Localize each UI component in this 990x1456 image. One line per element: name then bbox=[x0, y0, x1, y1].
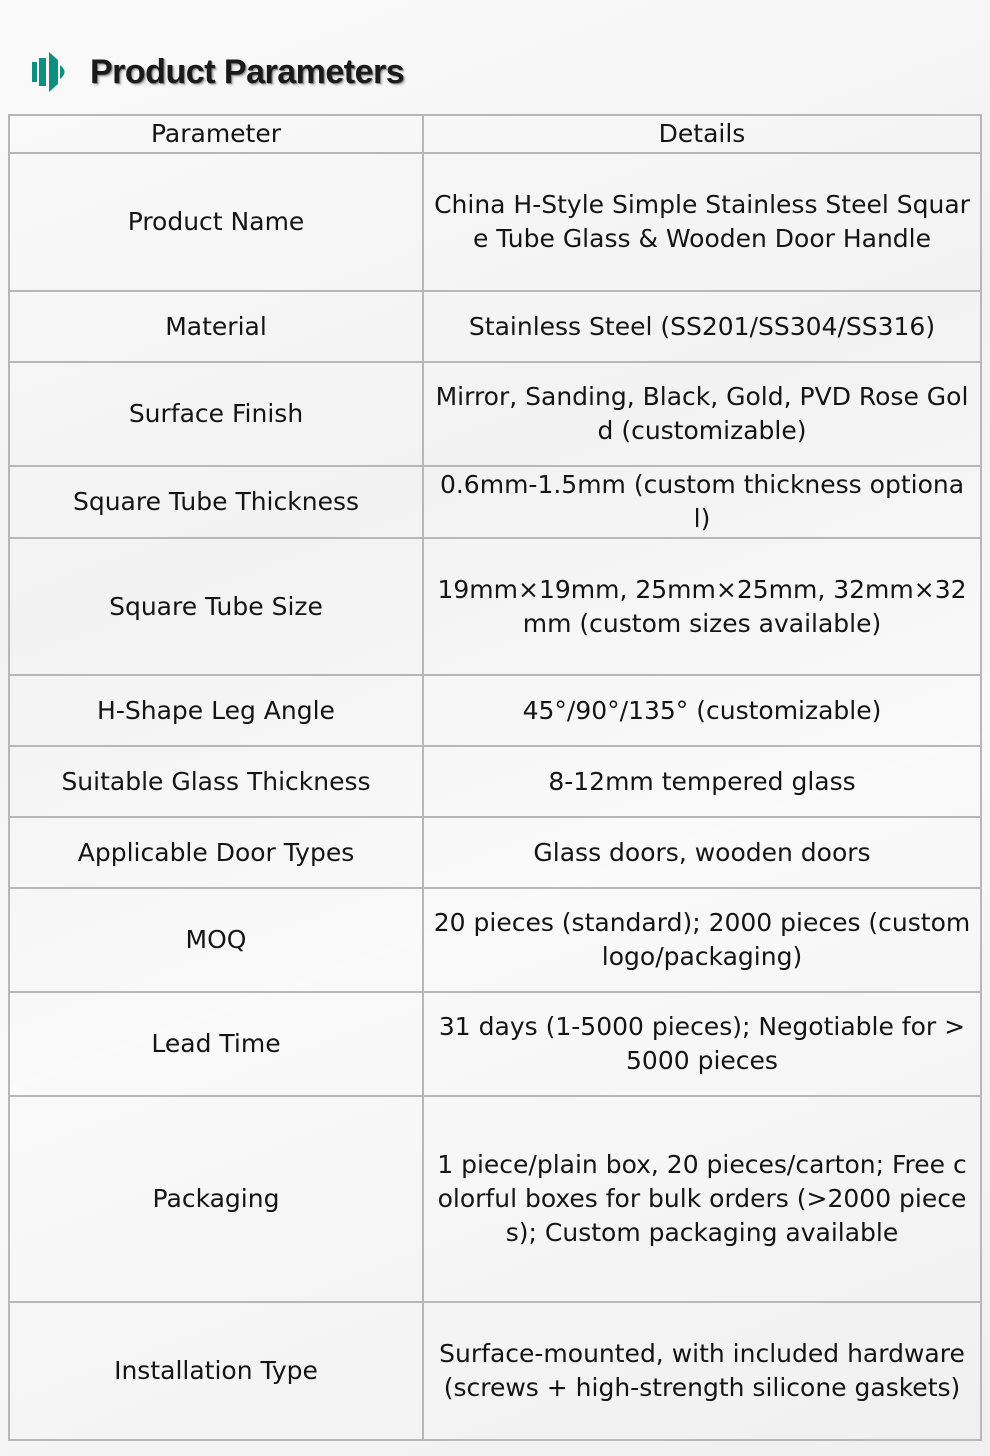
details-cell: China H-Style Simple Stainless Steel Square Tube Glass & Wooden Door Handle bbox=[423, 153, 981, 291]
table-row bbox=[9, 746, 981, 817]
parameters-table bbox=[8, 114, 982, 1441]
table-row bbox=[9, 153, 981, 291]
parameter-cell: H-Shape Leg Angle bbox=[9, 675, 423, 746]
table-row bbox=[9, 817, 981, 888]
speaker-bars-icon bbox=[32, 50, 72, 94]
details-cell: 45°/90°/135° (customizable) bbox=[423, 675, 981, 746]
details-cell: Glass doors, wooden doors bbox=[423, 817, 981, 888]
parameter-cell: Product Name bbox=[9, 153, 423, 291]
table-row bbox=[9, 291, 981, 362]
column-header-parameter: Parameter bbox=[9, 115, 423, 153]
parameter-cell: Suitable Glass Thickness bbox=[9, 746, 423, 817]
parameter-cell: Lead Time bbox=[9, 992, 423, 1096]
table-row bbox=[9, 888, 981, 992]
table-row bbox=[9, 538, 981, 675]
parameter-cell: Applicable Door Types bbox=[9, 817, 423, 888]
details-cell: Surface-mounted, with included hardware (screws + high-strength silicone gaskets) bbox=[423, 1302, 981, 1440]
parameter-cell: Packaging bbox=[9, 1096, 423, 1302]
details-cell: 1 piece/plain box, 20 pieces/carton; Free colorful boxes for bulk orders (>2000 pieces); Custom packaging available bbox=[423, 1096, 981, 1302]
table-row bbox=[9, 1096, 981, 1302]
column-header-details: Details bbox=[423, 115, 981, 153]
table-row bbox=[9, 1302, 981, 1440]
table-row bbox=[9, 362, 981, 466]
table-row bbox=[9, 675, 981, 746]
parameter-cell: Square Tube Size bbox=[9, 538, 423, 675]
details-cell: Mirror, Sanding, Black, Gold, PVD Rose Gold (customizable) bbox=[423, 362, 981, 466]
table-row bbox=[9, 466, 981, 538]
details-cell: 31 days (1-5000 pieces); Negotiable for >5000 pieces bbox=[423, 992, 981, 1096]
details-cell: 0.6mm-1.5mm (custom thickness optional) bbox=[423, 466, 981, 538]
table-row bbox=[9, 992, 981, 1096]
details-cell: 20 pieces (standard); 2000 pieces (custom logo/packaging) bbox=[423, 888, 981, 992]
page-title: Product Parameters bbox=[90, 52, 405, 91]
parameter-cell: MOQ bbox=[9, 888, 423, 992]
parameter-cell: Installation Type bbox=[9, 1302, 423, 1440]
section-header bbox=[32, 48, 404, 96]
details-cell: 8-12mm tempered glass bbox=[423, 746, 981, 817]
table-header-row bbox=[9, 115, 981, 153]
parameter-cell: Square Tube Thickness bbox=[9, 466, 423, 538]
parameter-cell: Surface Finish bbox=[9, 362, 423, 466]
details-cell: 19mm×19mm, 25mm×25mm, 32mm×32mm (custom sizes available) bbox=[423, 538, 981, 675]
parameter-cell: Material bbox=[9, 291, 423, 362]
details-cell: Stainless Steel (SS201/SS304/SS316) bbox=[423, 291, 981, 362]
